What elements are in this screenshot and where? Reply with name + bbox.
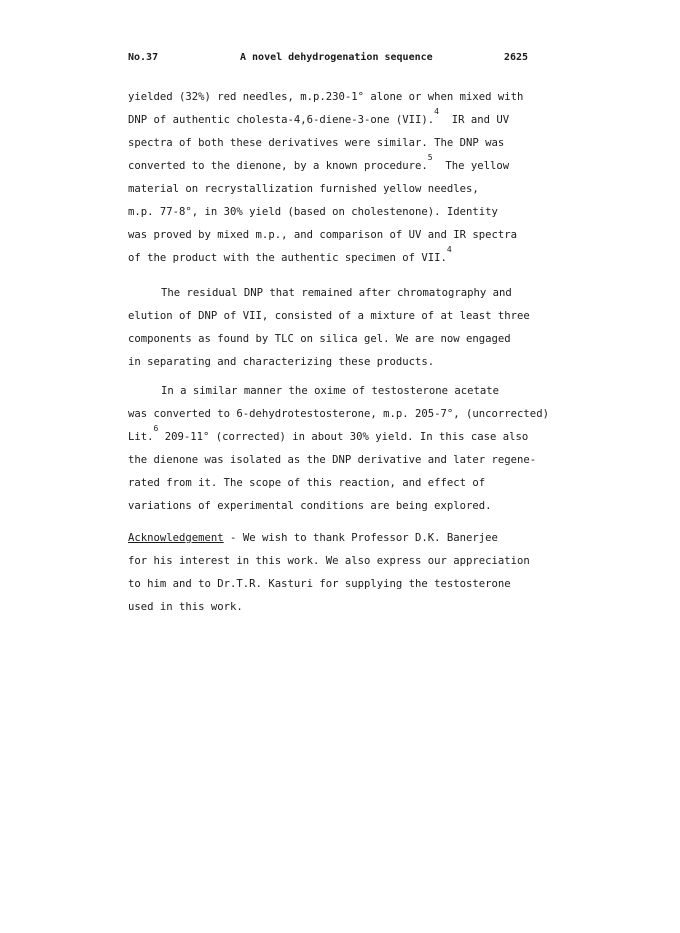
- text-line: In a similar manner the oxime of testosterone acetate: [161, 385, 500, 397]
- text-segment: DNP of authentic cholesta-4,6-diene-3-one (VII).: [128, 114, 435, 126]
- reference-marker: 6: [153, 424, 159, 433]
- text-line: was converted to 6-dehydrotestosterone, m.p. 205-7°, (uncorrected): [128, 408, 549, 420]
- text-segment: IR and UV: [451, 114, 510, 126]
- paragraph-1: [128, 86, 548, 270]
- acknowledgement: [128, 527, 548, 619]
- text-line: used in this work.: [128, 601, 243, 613]
- text-line: the dienone was isolated as the DNP derivative and later regene-: [128, 454, 537, 466]
- text-line: [128, 155, 548, 178]
- page-number: 2625: [504, 52, 529, 63]
- text-line: elution of DNP of VII, consisted of a mixture of at least three: [128, 310, 530, 322]
- text-line: was proved by mixed m.p., and comparison of UV and IR spectra: [128, 229, 518, 241]
- text-line: in separating and characterizing these products.: [128, 356, 435, 368]
- text-segment: of the product with the authentic specimen of VII.: [128, 252, 447, 264]
- text-line: [128, 426, 548, 449]
- text-line: m.p. 77-8°, in 30% yield (based on cholestenone). Identity: [128, 206, 498, 218]
- text-segment: -: [223, 532, 243, 544]
- text-line: The residual DNP that remained after chromatography and: [161, 287, 512, 299]
- text-line: [128, 109, 548, 132]
- paragraph-2: [128, 282, 548, 374]
- text-segment: converted to the dienone, by a known procedure.: [128, 160, 428, 172]
- reference-marker: 5: [427, 153, 433, 162]
- text-line: [128, 247, 548, 270]
- text-line: spectra of both these derivatives were similar. The DNP was: [128, 137, 505, 149]
- text-line: [128, 527, 548, 550]
- text-line: yielded (32%) red needles, m.p.230-1° alone or when mixed with: [128, 91, 524, 103]
- text-line: components as found by TLC on silica gel. We are now engaged: [128, 333, 511, 345]
- acknowledgement-heading: Acknowledgement: [128, 532, 224, 544]
- running-header: [128, 52, 528, 66]
- journal-number: No.37: [128, 52, 159, 63]
- text-line: variations of experimental conditions are being explored.: [128, 500, 492, 512]
- text-line: rated from it. The scope of this reaction, and effect of: [128, 477, 486, 489]
- reference-marker: 4: [446, 245, 452, 254]
- text-segment: The yellow: [445, 160, 510, 172]
- text-segment: 209-11° (corrected) in about 30% yield. In this case also: [164, 431, 529, 443]
- paragraph-3: [128, 380, 548, 518]
- text-line: for his interest in this work. We also express our appreciation: [128, 555, 530, 567]
- text-segment: We wish to thank Professor D.K. Banerjee: [242, 532, 498, 544]
- text-line: material on recrystallization furnished yellow needles,: [128, 183, 479, 195]
- running-title: A novel dehydrogenation sequence: [240, 52, 433, 63]
- text-segment: Lit.: [128, 431, 154, 443]
- text-line: to him and to Dr.T.R. Kasturi for supplying the testosterone: [128, 578, 511, 590]
- reference-marker: 4: [434, 107, 439, 116]
